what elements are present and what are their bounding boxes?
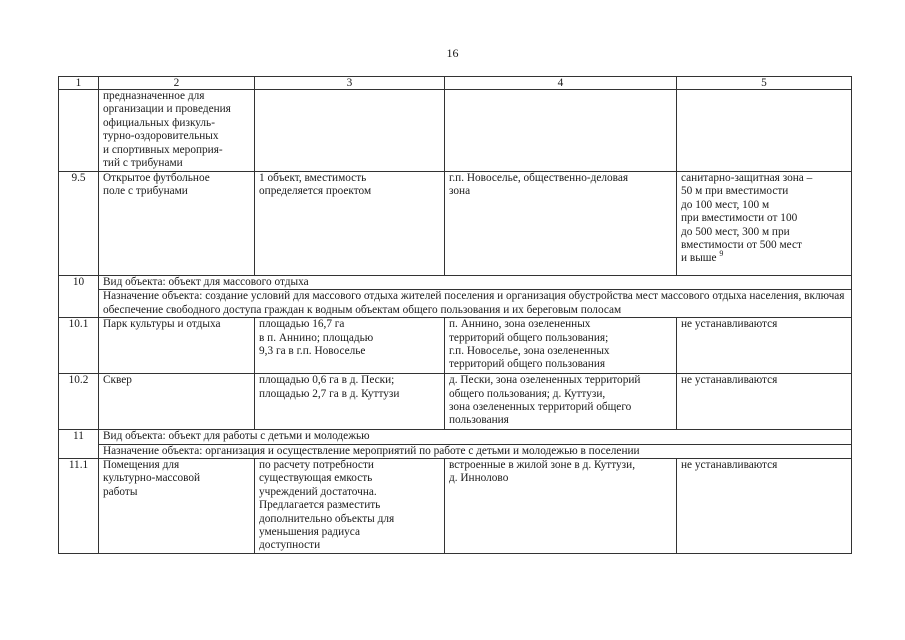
planning-table (58, 76, 852, 554)
column-number-row (59, 77, 852, 90)
table-row (59, 459, 852, 554)
zone-characteristics (677, 172, 852, 276)
footnote-mark: 9 (719, 249, 724, 259)
object-purpose: Назначение объекта: создание условий для массового отдыха жителей поселения и организация обустройства мест массового отдыха населения, включая обеспечение свободного доступа граждан к водным объектам общего пользования и их береговым полосам (99, 290, 852, 318)
column-number: 5 (677, 77, 852, 90)
group-number: 11 (59, 430, 99, 459)
object-name: Парк культуры и отдыха (99, 318, 255, 374)
group-purpose-row (59, 444, 852, 458)
row-number: 10.1 (59, 318, 99, 374)
table-row (59, 90, 852, 172)
object-type: Вид объекта: объект для работы с детьми и молодежью (99, 430, 852, 444)
object-type: Вид объекта: объект для массового отдыха (99, 276, 852, 290)
group-purpose-row (59, 290, 852, 318)
zone-characteristics (677, 90, 852, 172)
row-number: 9.5 (59, 172, 99, 276)
object-location: д. Пески, зона озелененных территорий общего пользования; д. Куттузи, зона озелененных территорий общего пользования (445, 374, 677, 430)
object-name: Открытое футбольное поле с трибунами (99, 172, 255, 276)
object-parameters: 1 объект, вместимость определяется проектом (255, 172, 445, 276)
row-number (59, 90, 99, 172)
object-location: г.п. Новоселье, общественно-деловая зона (445, 172, 677, 276)
object-location (445, 90, 677, 172)
column-number: 4 (445, 77, 677, 90)
row-number: 10.2 (59, 374, 99, 430)
object-purpose: Назначение объекта: организация и осуществление мероприятий по работе с детьми и молодежью в поселении (99, 444, 852, 458)
object-name: Помещения для культурно-массовой работы (99, 459, 255, 554)
row-number: 11.1 (59, 459, 99, 554)
object-parameters: площадью 0,6 га в д. Пески; площадью 2,7 га в д. Куттузи (255, 374, 445, 430)
group-type-row (59, 430, 852, 444)
zone-characteristics: не устанавливаются (677, 459, 852, 554)
object-name: предназначенное для организации и проведения официальных физкуль- турно-оздоровительных и спортивных мероприя- тий с трибунами (99, 90, 255, 172)
column-number: 2 (99, 77, 255, 90)
object-parameters (255, 90, 445, 172)
object-name: Сквер (99, 374, 255, 430)
object-location: встроенные в жилой зоне в д. Куттузи, д. Иннолово (445, 459, 677, 554)
page-number: 16 (446, 46, 459, 60)
group-type-row (59, 276, 852, 290)
table-row (59, 374, 852, 430)
zone-characteristics: не устанавливаются (677, 318, 852, 374)
object-parameters: площадью 16,7 га в п. Аннино; площадью 9,3 га в г.п. Новоселье (255, 318, 445, 374)
zone-text: санитарно-защитная зона – 50 м при вместимости до 100 мест, 100 м при вместимости от 100 до 500 мест, 300 м при вместимости от 500 мест и выше (681, 172, 813, 265)
column-number: 3 (255, 77, 445, 90)
zone-characteristics: не устанавливаются (677, 374, 852, 430)
table-row (59, 172, 852, 276)
group-number: 10 (59, 276, 99, 318)
column-number: 1 (59, 77, 99, 90)
object-parameters: по расчету потребности существующая емкость учреждений достаточна. Предлагается разместить дополнительно объекты для уменьшения радиуса доступности (255, 459, 445, 554)
object-location: п. Аннино, зона озелененных территорий общего пользования; г.п. Новоселье, зона озелененных территорий общего пользования (445, 318, 677, 374)
table-row (59, 318, 852, 374)
